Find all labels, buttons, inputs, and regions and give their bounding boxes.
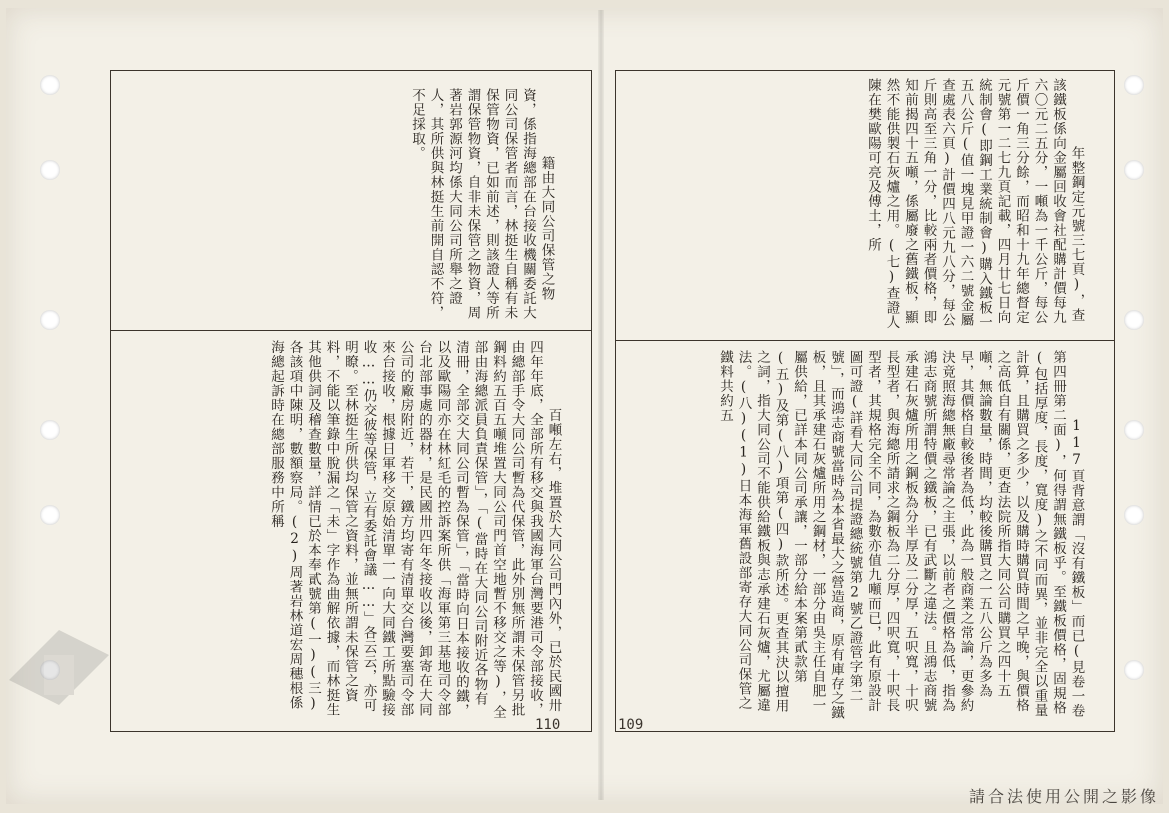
- text-column: 分厚，五呎寬，十呎長型者，與海總所請求之鋼板為: [883, 350, 918, 713]
- text-column: 然不能供製石灰爐之用。: [883, 78, 900, 238]
- text-column: 有清冊，全部交大同公司暫為保管」，「當時向日本接收的鐵，: [453, 340, 488, 718]
- text-column: 為多為早，其價格自較後者為低，此為一般商業之常: [957, 350, 992, 698]
- text-column: 計價四八元九八分，每公斤則高至: [920, 78, 955, 327]
- text-column: 均保管之資料，並無所謂未保管之資料，不能以筆: [323, 340, 358, 703]
- binder-hole-right-6: [1124, 660, 1144, 680]
- page-fold: [598, 10, 604, 800]
- page-number-left: 110: [535, 717, 561, 733]
- text-column: 足採取。: [409, 102, 425, 161]
- text-column: 會)購入鐵板一五八公斤(值一塊: [957, 78, 992, 330]
- text-column: 察局。: [286, 470, 303, 514]
- text-column: 係向金屬回收會社配購計價每九六: [1031, 78, 1066, 325]
- text-column: 建石灰爐所用之鋼材，: [809, 422, 826, 568]
- text-column: (八)(1)日本海軍舊設部寄存大同公司保管之鐵料共約五: [717, 350, 752, 711]
- page-number-right: 109: [618, 717, 644, 733]
- binder-hole-left-4: [40, 420, 60, 440]
- binder-hole-right-2: [1124, 160, 1144, 180]
- text-column: 年整鋼定元號三七頁)，查該鐵板: [1050, 78, 1085, 323]
- section-heading: (七)查證人陳在樊歐陽可亮及傅土，所: [865, 78, 900, 330]
- text-column: 〇元二五分，一噸為一千公斤，每: [1031, 92, 1048, 310]
- text-column: 算，且購買之多少，以及購時購買時間之早晚，與價: [1013, 364, 1029, 698]
- text-column: 台灣要塞司令部來台接收，根據日軍移交原始清單: [379, 340, 414, 717]
- text-column: 數額: [286, 441, 303, 471]
- text-column: 管物資，自非未保管之物資，周著: [446, 88, 481, 320]
- text-column: 一部分由吳主任自肥一屬供給，已詳本同公司承讓，: [791, 350, 826, 713]
- text-column: 十五噸，無論數量，時間，均較後購買之一五八公斤: [976, 350, 1011, 698]
- binder-hole-right-1: [1124, 75, 1144, 95]
- text-column: 岩郭源河均係大同公司所舉之證人，: [427, 88, 462, 306]
- text-column: 等)，全部由海總派員負責保管」，「(當時在大同公司附近各物: [471, 340, 506, 720]
- text-column: 一部分給本案第貳款第(五)及第(八)項: [772, 350, 807, 684]
- text-column: 總督定元號第一二七九頁記載，四: [994, 78, 1029, 325]
- binder-hole-left-5: [40, 505, 60, 525]
- binder-hole-left-3: [40, 310, 60, 330]
- text-column: (2)周著岩林道宏周穗根係海總起訴時在總部服務中所稱: [268, 340, 303, 710]
- text-column: 厚度，長度，寬度)之不同而異，並非完全以重量計: [1013, 350, 1048, 718]
- text-column: 為數亦值九噸而已，此有原設計圖可證(詳看大同公: [846, 350, 881, 713]
- text-column: 委託會議……」各云云，亦可明瞭。至林挺生所供: [342, 340, 377, 713]
- text-column: 管者而言，林挺生自稱有未保管物: [483, 88, 518, 320]
- text-column: 公斤價一角三分餘，而昭和十九年: [1013, 78, 1048, 325]
- text-column: 月廿七日向統制會(即鋼工業統制: [976, 78, 1011, 325]
- text-column: 117頁背: [1068, 418, 1085, 498]
- text-column: 錄中脫漏之「未」字作為曲解依據，而林挺生其他供詞: [305, 340, 340, 717]
- text-column: 百噸左右，堆置於大同公司門內外，已於民國卅四年: [527, 340, 562, 713]
- archive-stamp-icon: [4, 620, 114, 710]
- text-column: 以及歐陽同亦在林紅毛的控訴案所供「海軍第三基地司: [434, 340, 451, 688]
- text-column: 司提證總統號第2號乙證管字第二號」，而鴻志商號: [828, 350, 863, 703]
- text-column: 見甲證一六二號金屬查處表六頁): [939, 78, 974, 327]
- text-column: 另批鋼料約五百五噸堆置大同公司門首空地暫不移交之: [490, 340, 525, 717]
- text-column: 供給鐵板與志承建石灰爐，尤屬違法。: [735, 350, 770, 713]
- text-column: 令部台北部事處的器材，是民國卅四年冬接收以後，: [416, 340, 451, 717]
- text-column: 年底，全部所有移交與我國海軍台灣要港司令部接收，: [527, 369, 543, 717]
- text-column: 意謂「沒有鐵板」而已(見卷一卷第四冊第二: [1050, 350, 1085, 718]
- text-column: 總部在台接收機關委託大同公司保: [501, 88, 536, 320]
- watermark-text: 請合法使用公開之影像: [968, 787, 1159, 806]
- right-page-divider: [615, 340, 1115, 341]
- binder-hole-right-5: [1124, 505, 1144, 525]
- text-column: 價格為低，指為鴻志商號所謂特價之鐵板，已有武斷之違: [920, 350, 955, 713]
- text-column: 揭四十五噸，係屬廢之舊鐵板，顯: [902, 107, 918, 325]
- text-column: 二分厚，四呎寬，十呎長型者，其規格完全不同，: [865, 350, 900, 713]
- text-column: 資，已如前述，則該證人等所謂保: [464, 88, 499, 320]
- text-column: 其所供與林挺生前開自認不符，不: [409, 88, 444, 320]
- text-column: 由總部手令大同公司暫為代保管，此外別無所謂未保管: [508, 340, 525, 688]
- text-column: 籍由大同公司保管之物資，係指海: [520, 88, 555, 301]
- binder-hole-left-2: [40, 160, 60, 180]
- text-column: 一一向大同鐵工所點驗接收……仍交彼等保管，立有: [360, 340, 395, 717]
- text-column: 面)，何得謂無鐵板乎。至鐵板價格，固規格(包括: [1031, 350, 1066, 715]
- text-column: 法。且鴻志商號承建石灰爐所用之鋼板為分半厚及二: [902, 350, 937, 713]
- text-column: 及稽查數量，詳情已於本奉貳號第(一)(三)各該項中陳明，: [286, 340, 321, 713]
- left-page-divider: [110, 330, 592, 331]
- text-column: 論，更參約決竟照海總無廠尋常論之主張，以前者之: [939, 350, 974, 713]
- binder-hole-left-1: [40, 75, 60, 95]
- text-column: 第(四)款所述。更查其決以擅用之詞，指大同公司不能: [754, 350, 789, 713]
- text-column: 三角一分，比較兩者價格，即知前: [902, 78, 937, 325]
- binder-hole-right-4: [1124, 420, 1144, 440]
- text-column: 卸寄在大同公司的廠房附近，若干，鐵方均寄有清單交: [397, 340, 432, 717]
- binder-hole-right-3: [1124, 310, 1144, 330]
- text-column: 當時為本省最大之營造商，原有庫存之鐵板，且其承: [809, 350, 844, 721]
- text-column: 格之高低自有關係，更查法院所指大同公司購買之四: [994, 350, 1029, 713]
